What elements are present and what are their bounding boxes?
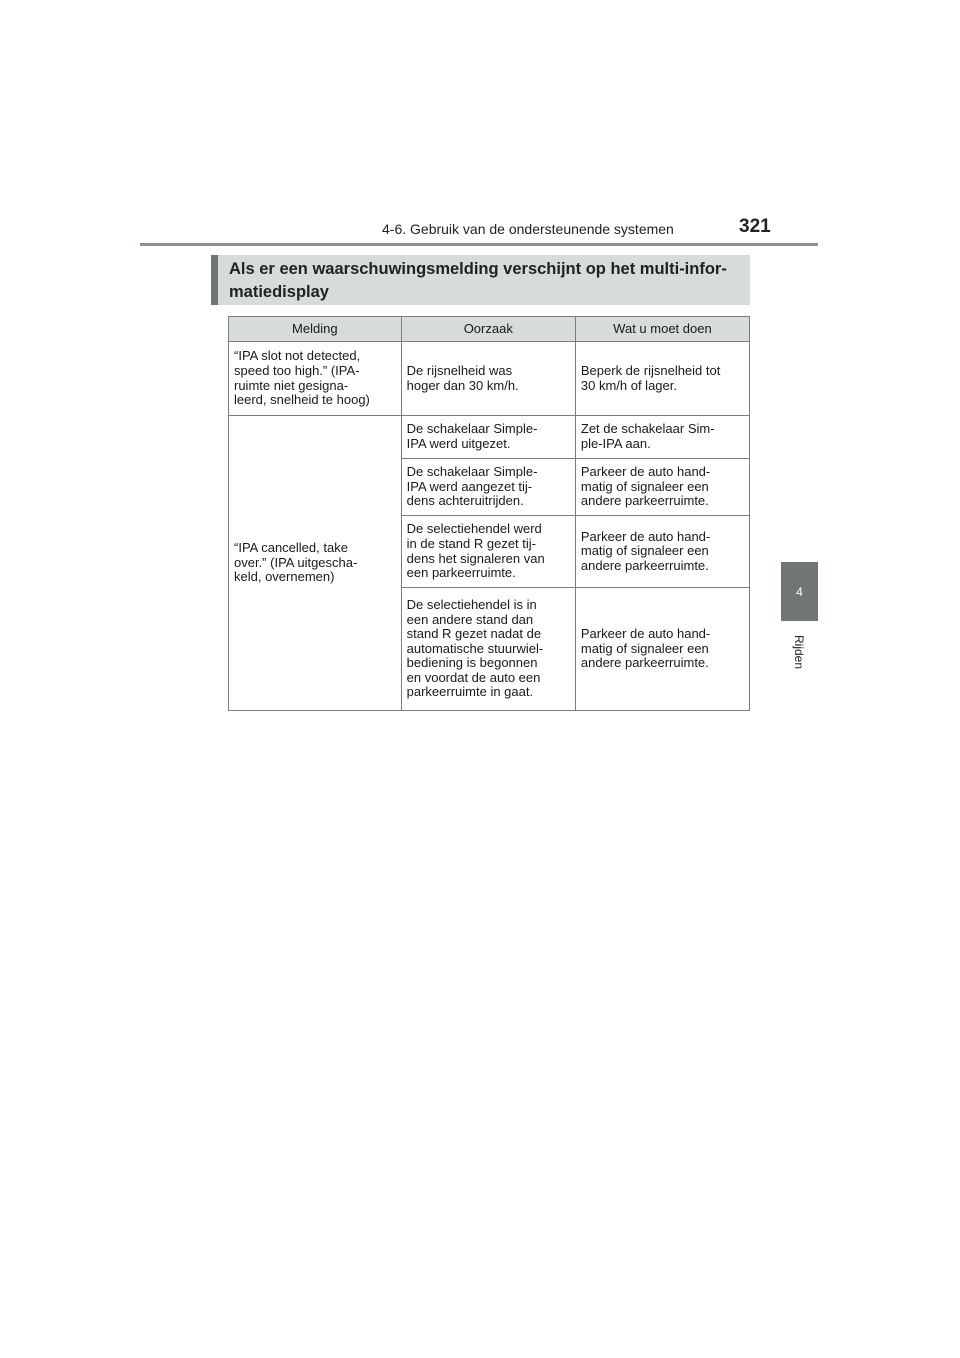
table-cell-action xyxy=(575,516,749,588)
chapter-label-vertical xyxy=(779,630,819,674)
cell-text: Zet de schakelaar Sim- ple-IPA aan. xyxy=(580,421,715,451)
cell-text: De selectiehendel is in een andere stand dan stand R gezet nadat de automatische stuurwiel- bediening is begonnen en voordat de auto een parkeerruimte in gaat. xyxy=(406,596,544,700)
column-header-message: Melding xyxy=(229,317,402,342)
cell-text: De selectiehendel werd in de stand R gezet tij- dens het signaleren van een parkeerruimte. xyxy=(406,521,545,581)
section-title xyxy=(211,255,750,305)
warning-message-table xyxy=(228,316,750,711)
column-header-cause: Oorzaak xyxy=(401,317,575,342)
section-title-text: Als er een waarschuwingsmelding verschijnt op het multi-infor- matiedisplay xyxy=(229,260,727,301)
table-row xyxy=(229,416,750,459)
table-cell-action xyxy=(575,459,749,516)
chapter-number: 4 xyxy=(796,584,803,599)
table-cell-message xyxy=(229,342,402,416)
column-header-action: Wat u moet doen xyxy=(575,317,749,342)
cell-text: De schakelaar Simple- IPA werd uitgezet. xyxy=(406,421,538,451)
cell-text: De rijsnelheid was hoger dan 30 km/h. xyxy=(406,362,519,393)
header-rule xyxy=(140,243,818,246)
table-cell-action xyxy=(575,588,749,711)
table-row xyxy=(229,342,750,416)
chapter-label: Rijden xyxy=(792,634,806,670)
cell-text: “IPA cancelled, take over.” (IPA uitgescha- keld, overnemen) xyxy=(234,540,358,585)
table-cell-cause xyxy=(401,416,575,459)
cell-text: “IPA slot not detected, speed too high.” (IPA- ruimte niet gesigna- leerd, snelheid te hoog) xyxy=(234,348,370,408)
table-cell-message xyxy=(229,416,402,711)
cell-text: Beperk de rijsnelheid tot 30 km/h of lager. xyxy=(580,362,721,393)
page-number: 321 xyxy=(739,216,771,237)
cell-text: Parkeer de auto hand- matig of signaleer een andere parkeerruimte. xyxy=(580,528,711,573)
table-cell-cause xyxy=(401,516,575,588)
cell-text: Parkeer de auto hand- matig of signaleer een andere parkeerruimte. xyxy=(580,626,711,671)
table-cell-cause xyxy=(401,459,575,516)
chapter-tab xyxy=(781,562,818,621)
table-cell-cause xyxy=(401,588,575,711)
cell-text: De schakelaar Simple- IPA werd aangezet tij- dens achteruitrijden. xyxy=(406,464,538,509)
table-cell-cause xyxy=(401,342,575,416)
section-header-text: 4-6. Gebruik van de ondersteunende systemen xyxy=(382,221,674,237)
table-header-row xyxy=(229,317,750,342)
cell-text: Parkeer de auto hand- matig of signaleer een andere parkeerruimte. xyxy=(580,464,711,509)
table-cell-action xyxy=(575,416,749,459)
table-cell-action xyxy=(575,342,749,416)
